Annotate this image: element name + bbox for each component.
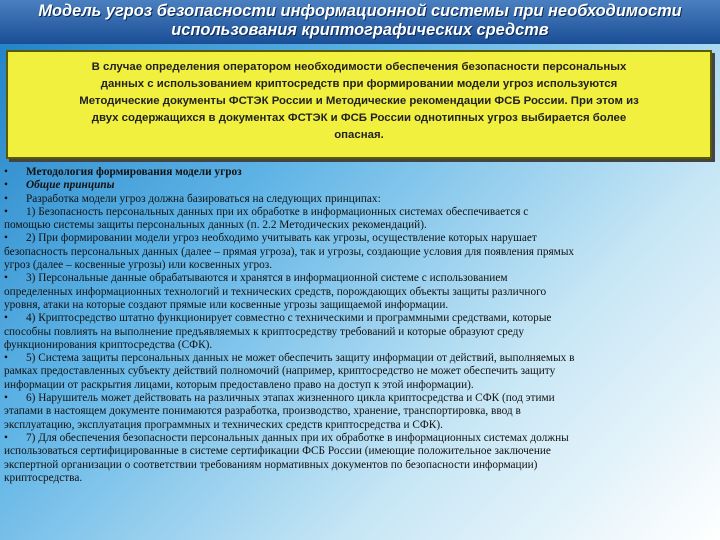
list-item-principle-5 — [4, 352, 716, 365]
principle-7-line-1: 7) Для обеспечения безопасности персональных данных при их обработке в информационных системах должны — [26, 431, 569, 444]
list-item-principles — [4, 179, 716, 192]
list-item-heading — [4, 166, 716, 179]
principle-4-line-2: способны повлиять на выполнение предъявляемых к криптосредству требований и которые образуют среду — [4, 325, 525, 338]
slide-title — [0, 0, 720, 44]
bullet-icon: • — [4, 272, 8, 285]
principle-2-line-3: угроз (далее – косвенные угрозы) или косвенных угроз. — [4, 259, 273, 272]
methodology-heading: Методология формирования модели угроз — [26, 166, 242, 178]
principle-3-line-3: уровня, атаки на которые создают прямые или косвенные угрозы защищаемой информации. — [4, 298, 449, 311]
list-item-intro — [4, 193, 716, 206]
intro-text: Разработка модели угроз должна базироваться на следующих принципах: — [26, 192, 381, 205]
principle-4-line-3: функционирования криптосредства (СФК). — [4, 338, 213, 351]
highlight-note-box — [6, 50, 712, 159]
list-item-principle-2 — [4, 232, 716, 245]
principle-2-line-2: безопасность персональных данных (далее – прямая угроза), так и угрозы, создающие условия для появления прямых — [4, 245, 575, 258]
principle-1-line-1: 1) Безопасность персональных данных при их обработке в информационных системах обеспечивается с — [26, 205, 529, 218]
principle-6-line-1: 6) Нарушитель может действовать на различных этапах жизненного цикла криптосредства и СФК (под этими — [26, 392, 555, 405]
note-line-2: данных с использованием криптосредств при формировании модели угроз используются — [100, 78, 618, 90]
bullet-icon: • — [4, 431, 8, 444]
principle-3-line-1: 3) Персональные данные обрабатываются и хранятся в информационной системе с использованием — [26, 272, 508, 285]
list-item-principle-6 — [4, 392, 716, 405]
bullet-icon: • — [4, 179, 8, 192]
note-line-4: двух содержащихся в документах ФСТЭК и ФСБ России однотипных угроз выбирается более — [91, 112, 627, 124]
bullet-icon: • — [4, 392, 8, 405]
principles-subheading: Общие принципы — [26, 179, 115, 192]
bullet-icon: • — [4, 352, 8, 365]
bullet-icon: • — [4, 166, 8, 178]
list-item-principle-4 — [4, 312, 716, 325]
principle-3-line-2: определенных информационных технологий и технических средств, порождающих объекты защиты различного — [4, 285, 547, 298]
principle-6-line-2: этапами в настоящем документе понимаются разработка, производство, хранение, транспортировка, ввод в — [4, 405, 521, 418]
principle-5-line-3: информации от раскрытия лицами, которым предоставлено право на доступ к этой информации). — [4, 378, 474, 391]
principle-1-line-2: помощью системы защиты персональных данных (п. 2.2 Методических рекомендаций). — [4, 219, 427, 232]
bullet-icon: • — [4, 232, 8, 245]
principle-5-line-1: 5) Система защиты персональных данных не может обеспечить защиту информации от действий, выполняемых в — [26, 352, 575, 365]
principle-5-line-2: рамках предоставленных субъекту действий полномочий (например, криптосредство не может обеспечить защиту — [4, 365, 556, 378]
note-line-5: опасная. — [334, 129, 384, 141]
bullet-icon: • — [4, 312, 8, 325]
bullet-icon: • — [4, 205, 8, 218]
principle-7-line-2: использоваться сертифицированные в системе сертификации ФСБ России (имеющие положительное заключение — [4, 445, 551, 458]
principle-6-line-3: эксплуатацию, эксплуатация программных и технических средств криптосредства и СФК). — [4, 418, 443, 431]
title-line-2: использования криптографических средств — [171, 21, 549, 39]
list-item-principle-7 — [4, 432, 716, 445]
list-item-principle-1 — [4, 206, 716, 219]
principles-list — [4, 166, 716, 485]
title-line-1: Модель угроз безопасности информационной системы при необходимости — [38, 2, 682, 20]
note-line-1: В случае определения оператором необходимости обеспечения безопасности персональных — [91, 61, 627, 73]
bullet-icon: • — [4, 192, 8, 205]
principle-7-line-4: криптосредства. — [4, 471, 83, 484]
note-line-3: Методические документы ФСТЭК России и Методические рекомендации ФСБ России. При этом из — [79, 95, 639, 107]
principle-7-line-3: экспертной организации о соответствии требованиям нормативных документов по безопасности информации) — [4, 458, 538, 471]
principle-4-line-1: 4) Криптосредство штатно функционирует совместно с техническими и программными средствами, которые — [26, 312, 552, 325]
list-item-principle-3 — [4, 272, 716, 285]
principle-2-line-1: 2) При формировании модели угроз необходимо учитывать как угрозы, осуществление которых нарушает — [26, 232, 537, 245]
